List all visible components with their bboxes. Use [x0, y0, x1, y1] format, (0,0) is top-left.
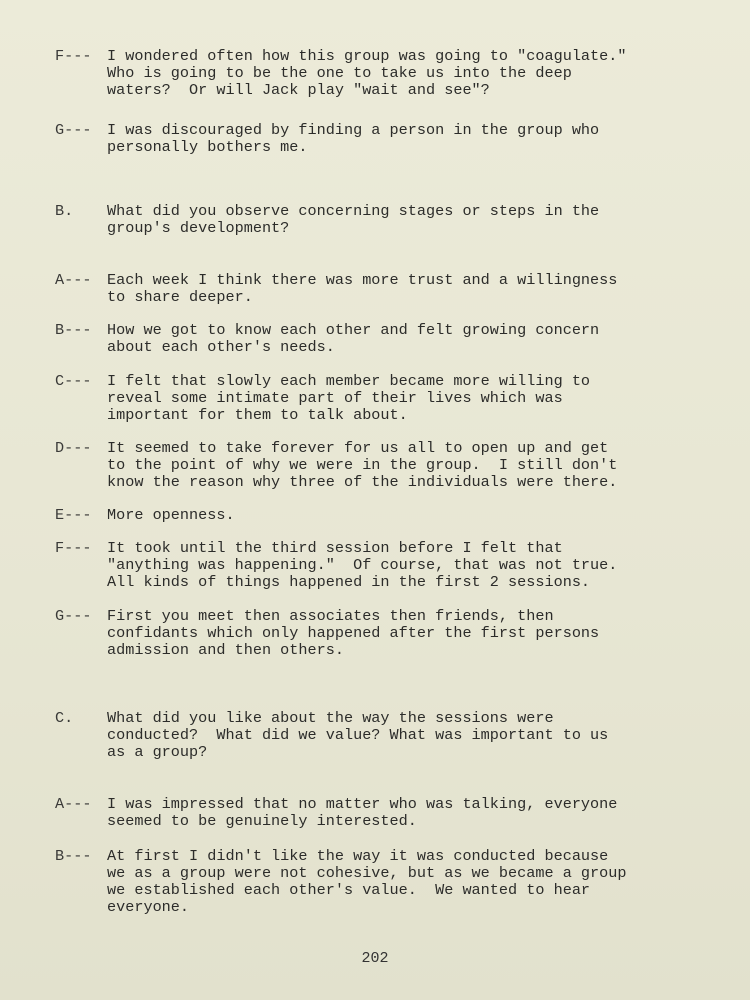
entry-line: I wondered often how this group was going to "coagulate.": [107, 47, 627, 65]
entry-q-b-g: [55, 608, 695, 659]
entry-label: B---: [55, 321, 92, 339]
entry-line: All kinds of things happened in the first 2 sessions.: [107, 573, 591, 591]
question-label: C.: [55, 709, 74, 727]
entry-line: important for them to talk about.: [107, 406, 408, 424]
entry-line: I was impressed that no matter who was talking, everyone: [107, 795, 618, 813]
question-line: What did you observe concerning stages or steps in the: [107, 202, 600, 220]
question-b: [55, 203, 695, 237]
entry-line: we established each other's value. We wanted to hear: [107, 881, 591, 899]
entry-line: we as a group were not cohesive, but as we became a group: [107, 864, 627, 882]
entry-q-b-d: [55, 440, 695, 491]
entry-label: F---: [55, 47, 92, 65]
question-line: group's development?: [107, 219, 290, 237]
entry-q-b-c: [55, 373, 695, 424]
entry-q-b-b: [55, 322, 695, 356]
entry-line: How we got to know each other and felt growing concern: [107, 321, 600, 339]
entry-line: It took until the third session before I felt that: [107, 539, 563, 557]
question-line: conducted? What did we value? What was important to us: [107, 726, 609, 744]
entry-q-b-e: [55, 507, 695, 524]
entry-line: I was discouraged by finding a person in the group who: [107, 121, 600, 139]
entry-label: F---: [55, 539, 92, 557]
entry-line: It seemed to take forever for us all to open up and get: [107, 439, 609, 457]
entry-q-a-f: [55, 48, 695, 99]
page-number: 202: [361, 950, 389, 967]
entry-line: Each week I think there was more trust and a willingness: [107, 271, 618, 289]
entry-line: seemed to be genuinely interested.: [107, 812, 417, 830]
entry-label: E---: [55, 506, 92, 524]
entry-line: At first I didn't like the way it was conducted because: [107, 847, 609, 865]
entry-line: I felt that slowly each member became more willing to: [107, 372, 591, 390]
entry-line: to the point of why we were in the group. I still don't: [107, 456, 618, 474]
entry-line: admission and then others.: [107, 641, 344, 659]
entry-q-b-f: [55, 540, 695, 591]
entry-line: to share deeper.: [107, 288, 253, 306]
entry-line: "anything was happening." Of course, that was not true.: [107, 556, 618, 574]
entry-line: personally bothers me.: [107, 138, 308, 156]
entry-line: everyone.: [107, 898, 190, 916]
entry-label: A---: [55, 271, 92, 289]
entry-label: A---: [55, 795, 92, 813]
entry-label: D---: [55, 439, 92, 457]
entry-q-a-g: [55, 122, 695, 156]
entry-label: C---: [55, 372, 92, 390]
question-line: What did you like about the way the sessions were: [107, 709, 554, 727]
entry-label: B---: [55, 847, 92, 865]
entry-q-c-a: [55, 796, 695, 830]
entry-q-c-b: [55, 848, 695, 916]
question-label: B.: [55, 202, 74, 220]
entry-line: confidants which only happened after the first persons: [107, 624, 600, 642]
entry-line: waters? Or will Jack play "wait and see"?: [107, 81, 490, 99]
entry-line: reveal some intimate part of their lives which was: [107, 389, 563, 407]
question-line: as a group?: [107, 743, 208, 761]
entry-line: about each other's needs.: [107, 338, 335, 356]
entry-label: G---: [55, 607, 92, 625]
question-c: [55, 710, 695, 761]
entry-q-b-a: [55, 272, 695, 306]
entry-line: First you meet then associates then friends, then: [107, 607, 554, 625]
entry-line: Who is going to be the one to take us into the deep: [107, 64, 572, 82]
entry-label: G---: [55, 121, 92, 139]
entry-line: know the reason why three of the individuals were there.: [107, 473, 618, 491]
entry-line: More openness.: [107, 506, 235, 524]
